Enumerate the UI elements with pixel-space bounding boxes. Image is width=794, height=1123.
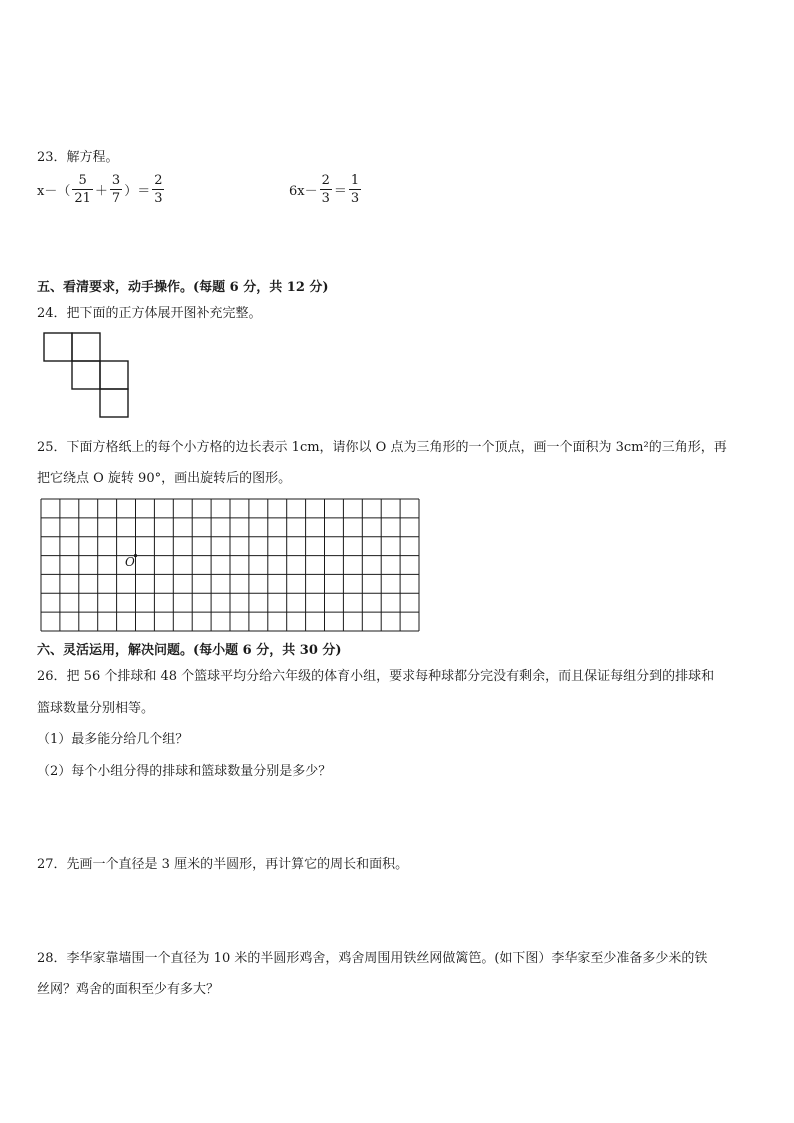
point-o-label: O [125,555,135,569]
net-square-3 [72,361,100,389]
net-square-2 [72,333,100,361]
section-5-heading: 五、看清要求，动手操作。(每题 6 分，共 12 分) [37,280,329,295]
eq1-result-denominator: 3 [154,191,163,206]
q28-line-1: 28．李华家靠墙围一个直径为 10 米的半圆形鸡舍，鸡舍周围用铁丝网做篱笆。(如下图）李华家至少准备多少米的铁 [37,951,708,966]
eq1-prefix: x－（ [37,184,71,199]
eq2-f1-denominator: 3 [321,191,330,206]
eq2-result-numerator: 1 [350,173,360,188]
q25-line-1: 25．下面方格纸上的每个小方格的边长表示 1cm，请你以 O 点为三角形的一个顶点，画一个面积为 3cm²的三角形，再 [37,440,727,455]
grid-paper[interactable] [40,498,420,632]
q26-line-2: 篮球数量分别相等。 [37,701,155,716]
q26-sub-2: （2）每个小组分得的排球和篮球数量分别是多少？ [37,764,332,779]
eq2-equals: ＝ [333,184,347,199]
q23-title: 23．解方程。 [37,150,119,165]
eq2-f1-numerator: 2 [321,173,330,188]
q28-line-2: 丝网？鸡舍的面积至少有多大？ [37,982,220,997]
eq1-result-numerator: 2 [154,173,163,188]
net-square-1 [44,333,72,361]
eq1-f1-denominator: 21 [74,191,91,206]
q26-sub-1: （1）最多能分给几个组？ [37,732,189,747]
q27-text: 27．先画一个直径是 3 厘米的半圆形，再计算它的周长和面积。 [37,857,409,872]
eq1-close: ）＝ [124,184,151,199]
eq2-prefix: 6x－ [289,184,318,199]
eq2-result-denominator: 3 [350,191,360,206]
q24-text: 24．把下面的正方体展开图补充完整。 [37,306,262,321]
q26-line-1: 26．把 56 个排球和 48 个篮球平均分给六年级的体育小组，要求每种球都分完没有剩余，而且保证每组分到的排球和 [37,669,715,684]
eq1-f1-numerator: 5 [72,172,93,190]
section-6-heading: 六、灵活运用，解决问题。(每小题 6 分，共 30 分) [37,643,342,658]
net-square-5 [100,389,128,417]
eq1-f2-denominator: 7 [111,191,121,206]
eq1-f2-numerator: 3 [111,173,121,188]
eq1-plus: ＋ [94,184,108,199]
net-square-4 [100,361,128,389]
q25-line-2: 把它绕点 O 旋转 90°，画出旋转后的图形。 [37,471,292,486]
